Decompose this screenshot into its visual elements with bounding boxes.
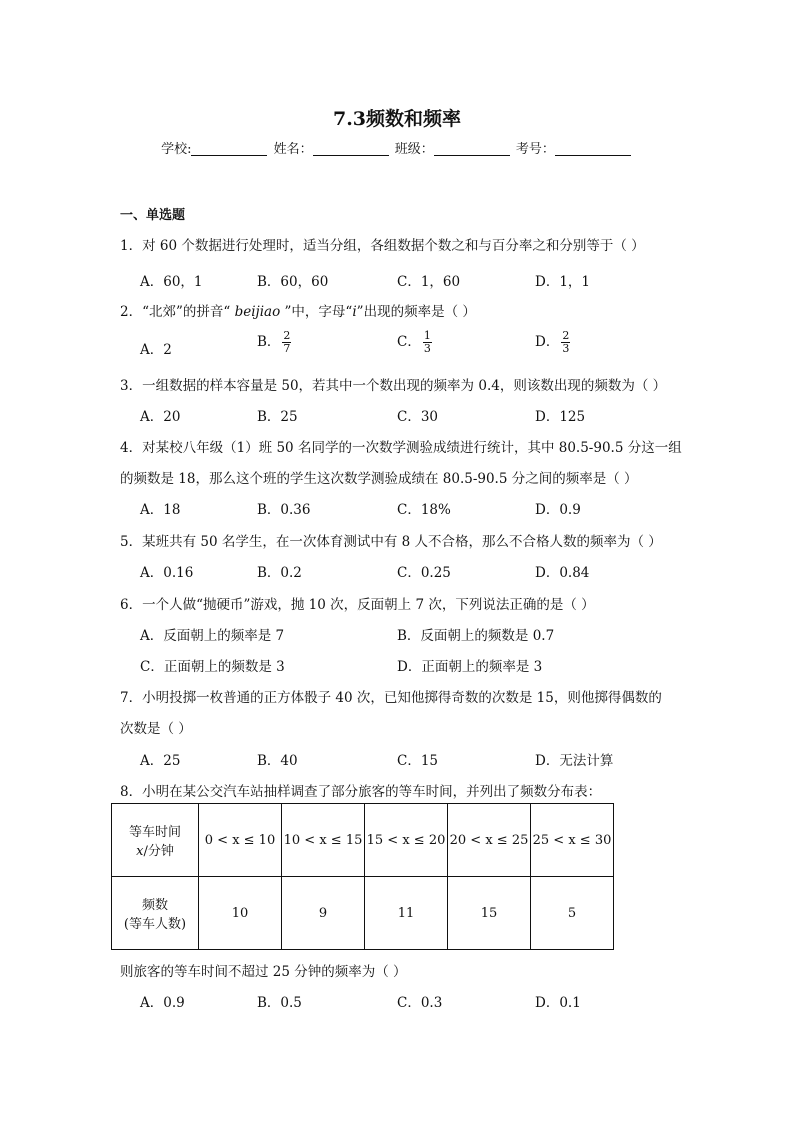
q7-option-d[interactable]: D．无法计算	[535, 753, 614, 769]
table-header-cell	[112, 877, 199, 950]
q6-option-c[interactable]: C．正面朝上的频数是 3	[140, 659, 285, 675]
header-line: (等车人数)	[123, 917, 187, 932]
fraction-denominator: 7	[283, 342, 291, 355]
header-line	[112, 840, 198, 859]
table-count-cell: 9	[282, 877, 365, 950]
question-7-stem-line2: 次数是（ ）	[120, 721, 192, 737]
q6-option-b[interactable]: B．反面朝上的频数是 0.7	[397, 628, 555, 644]
q6-option-d[interactable]: D．正面朝上的频率是 3	[397, 659, 543, 675]
section-heading: 一、单选题	[120, 208, 186, 223]
table-interval-cell: 15 < x ≤ 20	[365, 804, 448, 877]
q2-stem-part: ”中，字母“	[280, 304, 353, 320]
q1-option-d[interactable]: D．1，1	[535, 274, 591, 290]
table-count-cell: 15	[448, 877, 531, 950]
class-blank[interactable]	[434, 141, 510, 156]
header-variable: x	[136, 844, 144, 859]
fraction-numerator: 2	[562, 329, 570, 342]
question-2-stem	[120, 300, 476, 320]
q2-option-c-label: C．	[397, 334, 421, 350]
q3-option-b[interactable]: B．25	[257, 409, 298, 425]
q2-option-d[interactable]	[535, 330, 570, 355]
q5-option-d[interactable]: D．0.84	[535, 565, 590, 581]
q4-option-c[interactable]: C．18%	[397, 502, 451, 518]
q4-option-b[interactable]: B．0.36	[257, 502, 311, 518]
q2-option-c-fraction	[423, 330, 432, 355]
q5-option-a[interactable]: A．0.16	[140, 565, 194, 581]
question-8-stem: 8．小明在某公交汽车站抽样调查了部分旅客的等车时间，并列出了频数分布表：	[120, 784, 602, 800]
fraction-numerator: 2	[283, 329, 291, 342]
header-line: 频数	[141, 898, 168, 913]
fraction-denominator: 3	[423, 342, 431, 355]
class-label: 班级：	[394, 142, 434, 157]
question-7-stem: 7．小明投掷一枚普通的正方体骰子 40 次，已知他掷得奇数的次数是 15，则他掷得偶数的	[120, 690, 662, 706]
q8-option-b[interactable]: B．0.5	[257, 995, 302, 1011]
q2-option-b-label: B．	[257, 334, 281, 350]
q2-option-a[interactable]: A．2	[140, 342, 172, 358]
q3-option-d[interactable]: D．125	[535, 409, 586, 425]
table-interval-cell: 10 < x ≤ 15	[282, 804, 365, 877]
frequency-table	[111, 803, 614, 950]
table-row	[112, 877, 614, 950]
q8-option-a[interactable]: A．0.9	[140, 995, 185, 1011]
q2-option-b[interactable]	[257, 330, 291, 355]
question-8-followup: 则旅客的等车时间不超过 25 分钟的频率为（ ）	[120, 964, 407, 980]
q1-option-b[interactable]: B．60，60	[257, 274, 329, 290]
number-blank[interactable]	[555, 141, 631, 156]
table-interval-cell: 25 < x ≤ 30	[531, 804, 614, 877]
number-label: 考号：	[515, 142, 555, 157]
student-info-line	[0, 138, 794, 157]
table-count-cell: 11	[365, 877, 448, 950]
q7-option-c[interactable]: C．15	[397, 753, 439, 769]
q7-option-a[interactable]: A．25	[140, 753, 181, 769]
name-label: 姓名：	[273, 142, 313, 157]
question-4-stem: 4．对某校八年级（1）班 50 名同学的一次数学测验成绩进行统计，其中 80.5-90.5 分这一组	[120, 440, 682, 456]
q8-option-c[interactable]: C．0.3	[397, 995, 443, 1011]
fraction-numerator: 1	[423, 329, 431, 342]
header-line: 等车时间	[128, 825, 181, 840]
q2-stem-part: ”出现的频率是（ ）	[356, 304, 476, 320]
q2-option-b-fraction	[282, 330, 291, 355]
table-header-cell	[112, 804, 199, 877]
q5-option-b[interactable]: B．0.2	[257, 565, 302, 581]
q2-option-c[interactable]	[397, 330, 432, 355]
q2-option-d-label: D．	[535, 334, 560, 350]
table-interval-cell: 0 < x ≤ 10	[199, 804, 282, 877]
school-blank[interactable]	[191, 141, 267, 156]
question-3-stem: 3．一组数据的样本容量是 50，若其中一个数出现的频率为 0.4，则该数出现的频数为（ ）	[120, 378, 667, 394]
question-4-stem-line2: 的频数是 18，那么这个班的学生这次数学测验成绩在 80.5-90.5 分之间的频率是（ ）	[120, 471, 638, 487]
table-count-cell: 5	[531, 877, 614, 950]
q3-option-a[interactable]: A．20	[140, 409, 181, 425]
header-unit: /分钟	[143, 844, 174, 859]
table-row	[112, 804, 614, 877]
page-title: 7.3频数和频率	[332, 108, 462, 130]
q6-option-a[interactable]: A．反面朝上的频率是 7	[140, 628, 285, 644]
q3-option-c[interactable]: C．30	[397, 409, 439, 425]
q2-stem-letter: i	[352, 304, 357, 320]
q4-option-a[interactable]: A．18	[140, 502, 181, 518]
q1-option-a[interactable]: A．60，1	[140, 274, 203, 290]
table-count-cell: 10	[199, 877, 282, 950]
q7-option-b[interactable]: B．40	[257, 753, 298, 769]
q2-option-d-fraction	[561, 330, 570, 355]
q2-stem-part: 2．“北郊”的拼音“	[120, 304, 235, 320]
q1-option-c[interactable]: C．1，60	[397, 274, 461, 290]
school-label: 学校:	[161, 142, 192, 157]
q8-option-d[interactable]: D．0.1	[535, 995, 581, 1011]
q4-option-d[interactable]: D．0.9	[535, 502, 581, 518]
q2-stem-word: beijiao	[234, 304, 281, 320]
table-interval-cell: 20 < x ≤ 25	[448, 804, 531, 877]
question-5-stem: 5．某班共有 50 名学生，在一次体育测试中有 8 人不合格，那么不合格人数的频率为（ ）	[120, 534, 662, 550]
question-1-stem: 1．对 60 个数据进行处理时，适当分组，各组数据个数之和与百分率之和分别等于（ ）	[120, 238, 645, 254]
name-blank[interactable]	[313, 141, 389, 156]
question-6-stem: 6．一个人做“抛硬币”游戏，抛 10 次，反面朝上 7 次，下列说法正确的是（ ）	[120, 597, 595, 613]
fraction-denominator: 3	[562, 342, 570, 355]
q5-option-c[interactable]: C．0.25	[397, 565, 451, 581]
